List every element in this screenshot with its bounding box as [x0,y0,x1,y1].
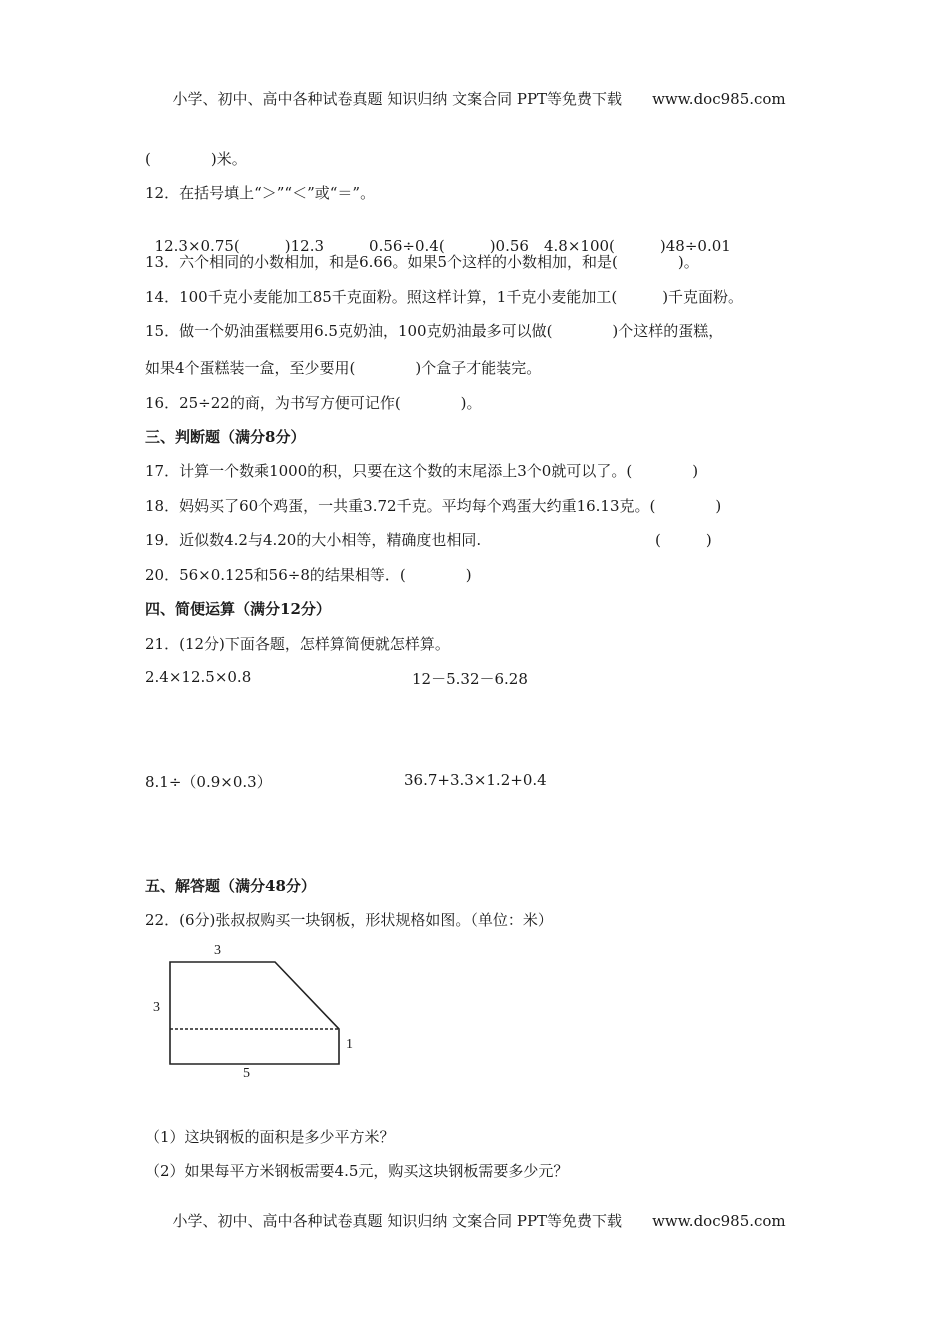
q14: 14．100千克小麦能加工85千克面粉。照这样计算，1千克小麦能加工( )千克面粉。 [145,288,744,306]
section-title-judgement: 三、判断题（满分8分） [145,428,306,446]
q17: 17．计算一个数乘1000的积，只要在这个数的末尾添上3个0就可以了。( ) [145,462,699,480]
header-text: 小学、初中、高中各种试卷真题 知识归纳 文案合同 PPT等免费下载 [172,90,623,108]
q22-part-1: （1）这块钢板的面积是多少平方米？ [145,1128,395,1146]
figure-bottom-label: 5 [243,1066,250,1081]
figure-right-label: 1 [346,1037,353,1052]
q21-stem: 21．(12分)下面各题，怎样算简便就怎样算。 [145,635,450,653]
q12-item-c: 4.8×100( )48÷0.01 [543,237,731,255]
q13: 13．六个相同的小数相加，和是6.66。如果5个这样的小数相加，和是( )。 [145,253,699,271]
page-footer [163,1192,786,1231]
q16: 16．25÷22的商，为书写方便可记作( )。 [145,394,482,412]
steel-plate-figure [140,940,370,1090]
q20: 20．56×0.125和56÷8的结果相等．( ) [145,566,472,584]
q15-line2: 如果4个蛋糕装一盒，至少要用( )个盒子才能装完。 [145,359,542,377]
q15-line1: 15．做一个奶油蛋糕要用6.5克奶油，100克奶油最多可以做( )个这样的蛋糕， [145,322,724,340]
section-title-answer: 五、解答题（满分48分） [145,877,316,895]
q22-part-2: （2）如果每平方米钢板需要4.5元，购买这块钢板需要多少元？ [145,1162,569,1180]
figure-top-label: 3 [214,943,221,958]
q21-expr-2: 12－5.32－6.28 [412,670,528,688]
q19: 19．近似数4.2与4.20的大小相等，精确度也相同. [145,531,482,549]
steel-plate-diagram [140,940,370,1090]
q18: 18．妈妈买了60个鸡蛋，一共重3.72千克。平均每个鸡蛋大约重16.13克。( ) [145,497,722,515]
q12-item-b: 0.56÷0.4( )0.56 [369,237,529,255]
q22-stem: 22．(6分)张叔叔购买一块钢板，形状规格如图。（单位：米） [145,911,553,929]
figure-left-label: 3 [153,1000,160,1015]
q21-expr-1: 2.4×12.5×0.8 [145,668,252,686]
q12-item-a: 12.3×0.75( )12.3 [154,237,325,255]
footer-site-link[interactable]: www.doc985.com [652,1212,786,1230]
section-title-calculation: 四、简便运算（满分12分） [145,600,331,618]
page-header [163,70,786,109]
steel-plate-outline [170,962,339,1064]
q11-tail: ( )米。 [145,150,247,168]
q21-expr-3: 8.1÷（0.9×0.3） [145,773,272,791]
q21-expr-4: 36.7+3.3×1.2+0.4 [404,771,547,789]
footer-text: 小学、初中、高中各种试卷真题 知识归纳 文案合同 PPT等免费下载 [172,1212,623,1230]
q12-stem: 12．在括号填上“＞”“＜”或“＝”。 [145,184,376,202]
q19-blank: ( ) [655,531,712,549]
header-site-link[interactable]: www.doc985.com [652,90,786,108]
